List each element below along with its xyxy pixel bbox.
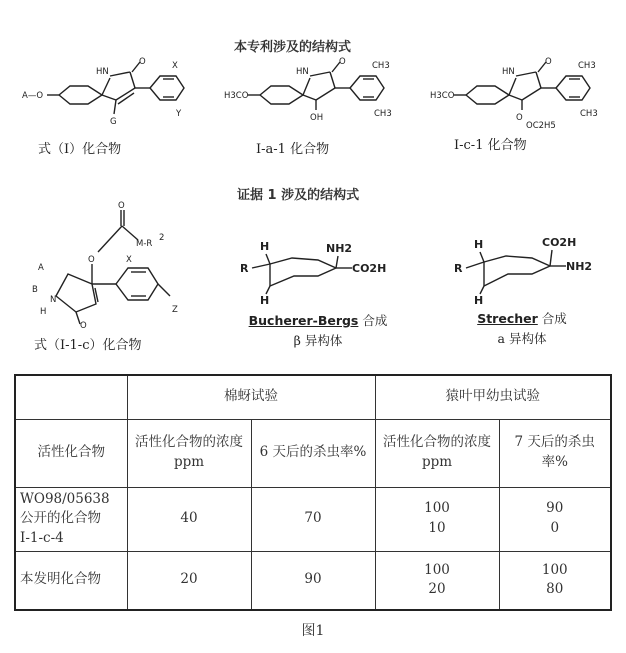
row-compound [15, 551, 127, 610]
atom-label-z: Z [172, 305, 178, 315]
atom-label-hn-2: HN [296, 67, 309, 77]
group-cotton-aphid: 棉蚜试验 [127, 375, 375, 419]
group-leaf-beetle: 猿叶甲幼虫试验 [375, 375, 611, 419]
value-line: 100 [541, 561, 568, 578]
heading-evidence-structures: 证据 1 涉及的结构式 [237, 188, 360, 203]
atom-label-hn: HN [96, 67, 109, 77]
caption-formula-i-1-c: 式（I-1-c）化合物 [34, 338, 142, 353]
row-rate-1: 70 [251, 487, 375, 551]
atom-label-h: H [40, 307, 47, 317]
bucherer-name: Bucherer-Bergs [248, 313, 359, 328]
value-line: 90 [546, 500, 564, 517]
caption-strecher [452, 309, 592, 327]
structure-bucherer-bergs [240, 238, 400, 308]
insecticidal-results-table [14, 374, 612, 611]
atom-label-hn-3: HN [502, 67, 515, 77]
compound-line: I-1-c-4 [20, 529, 64, 546]
atom-label-o-2: O [339, 57, 346, 67]
table-corner-cell [15, 375, 127, 419]
row-rate-1: 90 [251, 551, 375, 610]
atom-label-o-ester: O [516, 113, 523, 123]
table-group-header-row [15, 375, 611, 419]
atom-label-h-top: H [260, 240, 270, 253]
structure-i-a-1 [224, 52, 394, 134]
caption-bucherer-isomer: β 异构体 [293, 333, 343, 348]
caption-formula-i: 式（I）化合物 [38, 142, 122, 157]
atom-label-a: A [38, 263, 44, 273]
atom-label-ch3-a: CH3 [372, 61, 390, 71]
atom-label-r2-sup: 2 [159, 233, 165, 243]
row-compound [15, 487, 127, 551]
strecher-name: Strecher [477, 311, 538, 326]
structure-i-c-1 [430, 52, 600, 134]
table-row [15, 487, 611, 551]
atom-label-o-lactam: O [80, 321, 87, 331]
atom-label-ch3-d: CH3 [580, 109, 598, 119]
header-conc-2: 活性化合物的浓度ppm [375, 419, 499, 487]
atom-label-r-2: R [454, 262, 463, 275]
header-conc-1: 活性化合物的浓度ppm [127, 419, 251, 487]
atom-label-h-bottom-2: H [474, 294, 484, 307]
row-conc-2 [375, 551, 499, 610]
row-conc-1: 40 [127, 487, 251, 551]
atom-label-x-2: X [126, 255, 132, 265]
value-line: 80 [546, 581, 564, 598]
table-header-row [15, 419, 611, 487]
structure-formula-i [22, 52, 202, 134]
bucherer-suffix: 合成 [362, 313, 388, 328]
row-conc-1: 20 [127, 551, 251, 610]
value-line: 0 [550, 520, 560, 536]
atom-label-m-r: M-R [136, 239, 153, 249]
atom-label-co2h: CO2H [352, 262, 387, 275]
atom-label-o-3: O [545, 57, 552, 67]
atom-label-h3co: H3CO [224, 91, 249, 101]
caption-i-c-1: I-c-1 化合物 [454, 138, 527, 153]
caption-i-a-1: I-a-1 化合物 [256, 142, 330, 157]
structure-strecher [454, 232, 614, 308]
value-line: 20 [428, 581, 446, 598]
caption-strecher-isomer: a 异构体 [497, 331, 547, 346]
row-conc-2 [375, 487, 499, 551]
atom-label-nh2-2: NH2 [566, 260, 593, 273]
atom-label-nh2: NH2 [326, 242, 353, 255]
atom-label-co2h-2: CO2H [542, 236, 577, 249]
atom-label-n: N [50, 295, 57, 305]
atom-label-o-link: O [88, 255, 95, 265]
compound-line: 本发明化合物 [20, 571, 101, 588]
atom-label-o: O [139, 57, 146, 67]
caption-bucherer [238, 311, 398, 329]
atom-label-o-carbonyl: O [118, 201, 125, 211]
compound-line: 公开的化合物 [20, 510, 101, 527]
atom-label-ch3-b: CH3 [374, 109, 392, 119]
compound-line: WO98/05638 [20, 490, 110, 507]
table-row [15, 551, 611, 610]
strecher-suffix: 合成 [541, 311, 567, 326]
atom-label-x: X [172, 61, 178, 71]
atom-label-g-o: G [110, 117, 117, 127]
atom-label-h-bottom: H [260, 294, 270, 307]
atom-label-oc2h5: OC2H5 [526, 121, 556, 131]
atom-label-y: Y [176, 109, 182, 119]
structure-formula-i-1-c [26, 200, 216, 330]
atom-label-h3co-2: H3CO [430, 91, 455, 101]
header-rate-2: 7 天后的杀虫率% [499, 419, 611, 487]
atom-label-oh: OH [310, 113, 324, 123]
value-line: 100 [424, 561, 450, 578]
atom-label-b: B [32, 285, 38, 295]
value-line: 100 [424, 500, 450, 517]
atom-label-r: R [240, 262, 249, 275]
value-line: 10 [428, 520, 446, 536]
heading-patent-structures: 本专利涉及的结构式 [234, 40, 352, 55]
header-rate-1: 6 天后的杀虫率% [251, 419, 375, 487]
atom-label-h-top-2: H [474, 238, 484, 251]
row-rate-2 [499, 551, 611, 610]
atom-label-ch3-c: CH3 [578, 61, 596, 71]
row-rate-2 [499, 487, 611, 551]
atom-label-a-o: A—O [22, 91, 44, 101]
figure-caption: 图1 [301, 623, 325, 639]
header-compound: 活性化合物 [15, 419, 127, 487]
